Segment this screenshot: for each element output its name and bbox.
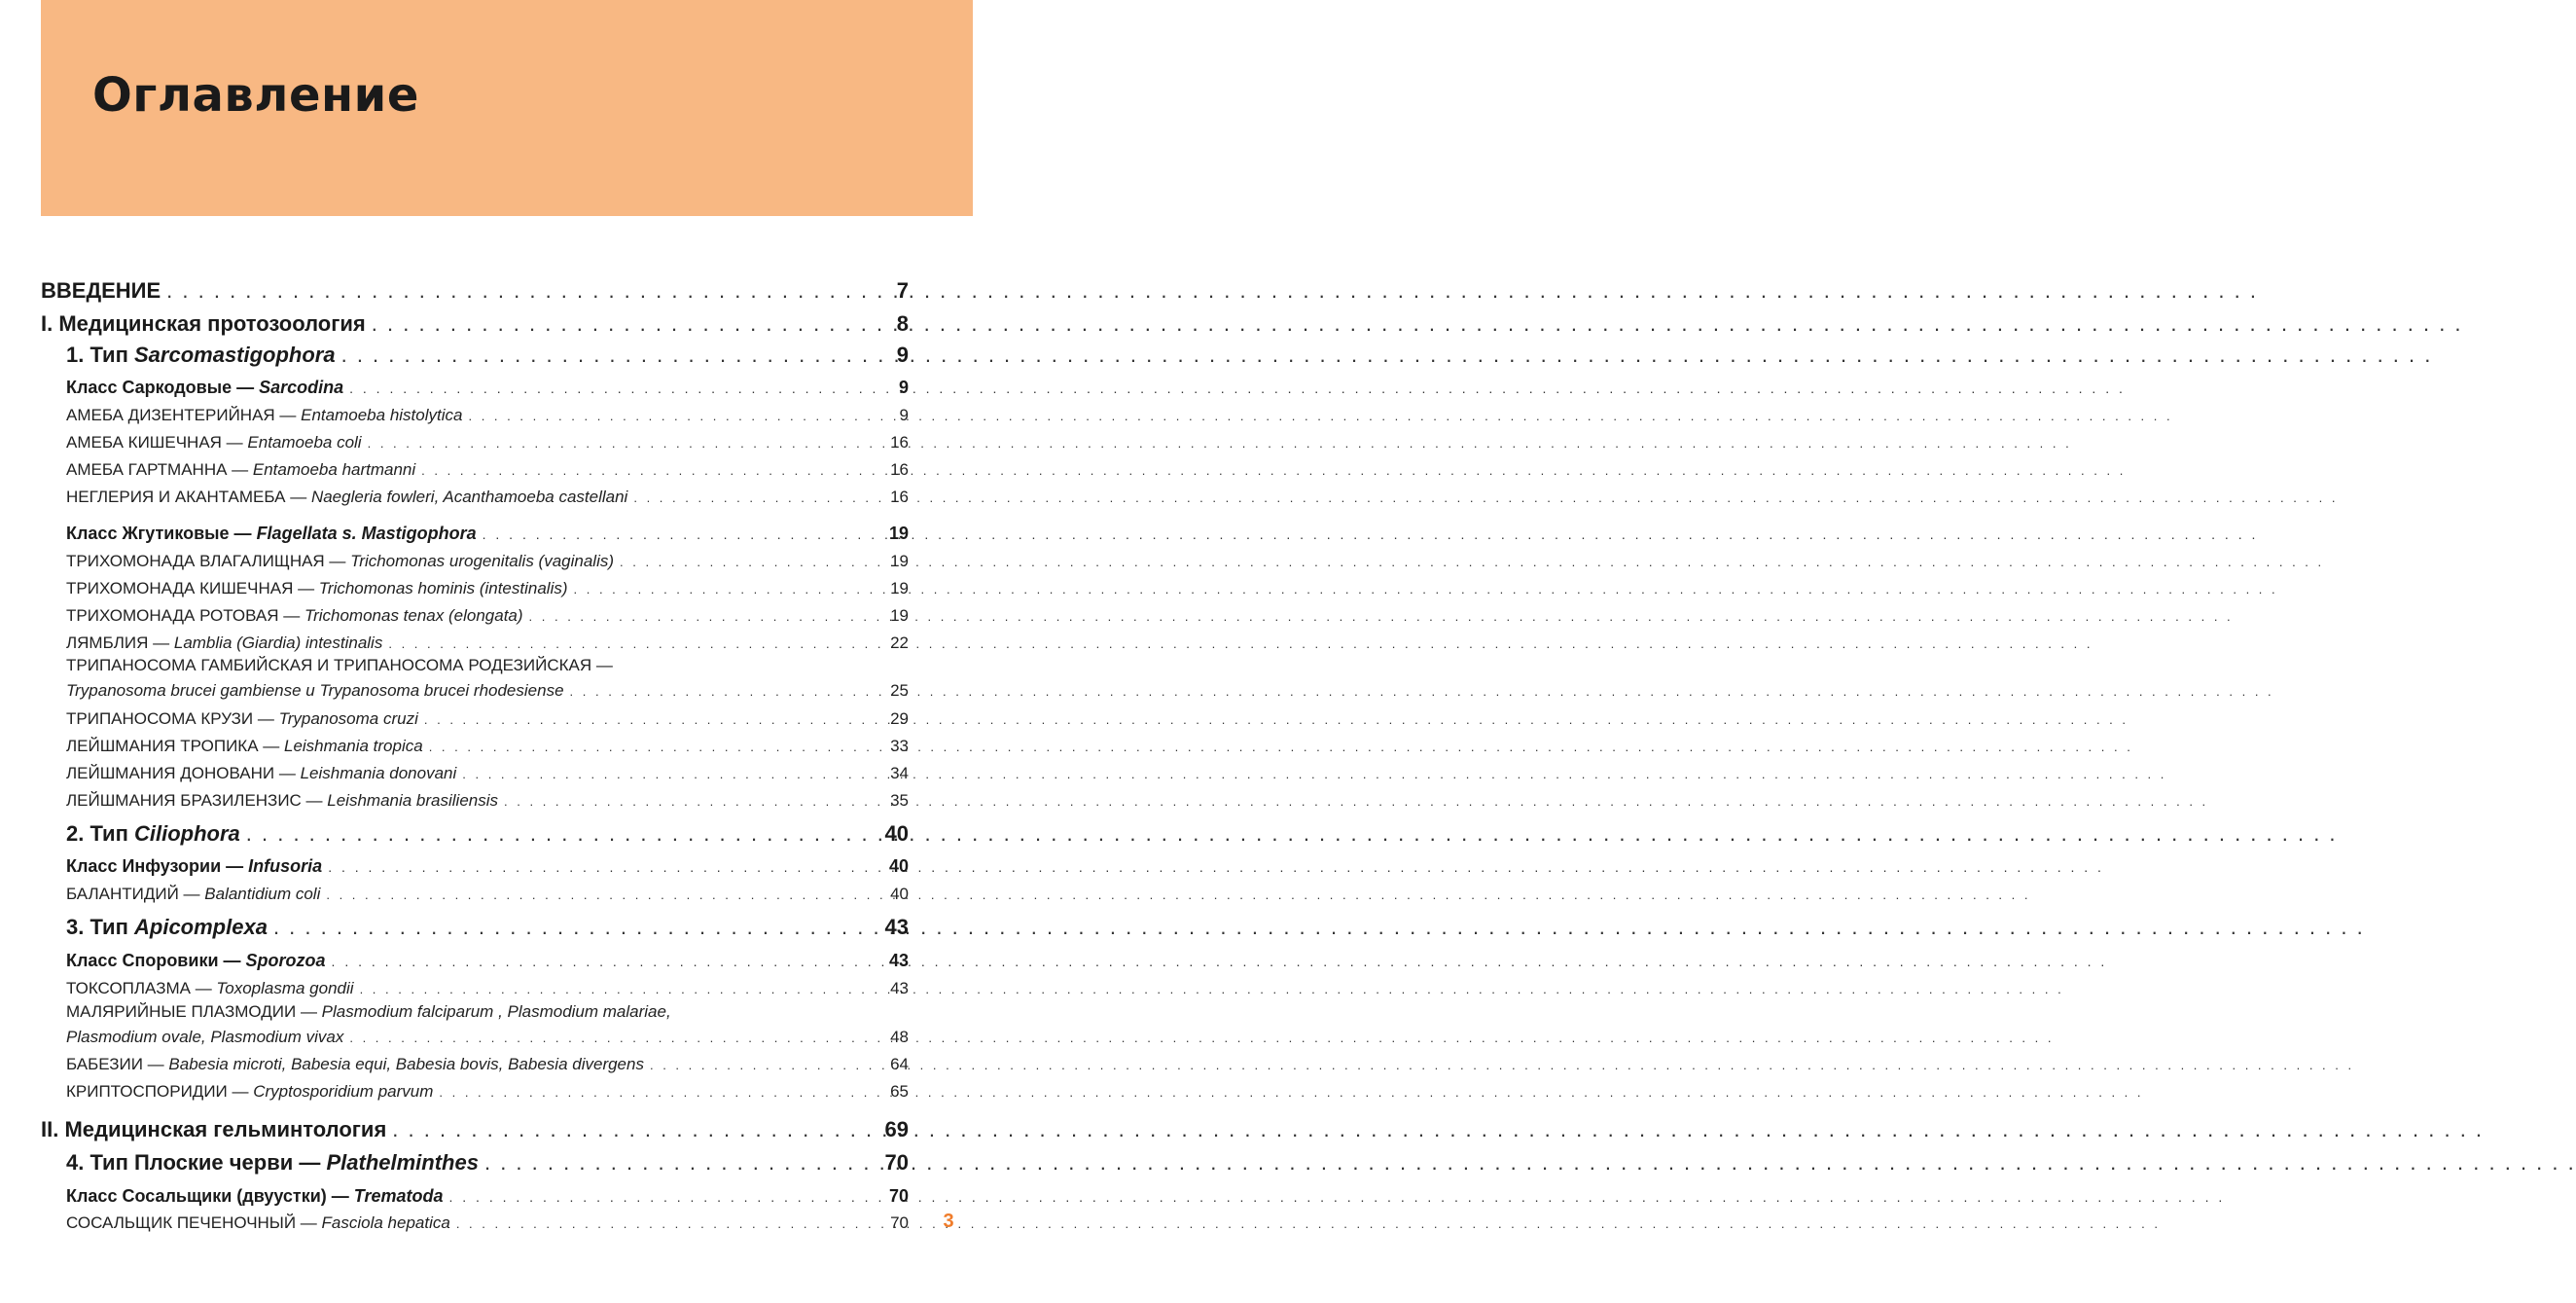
toc-entry-prefix: БАЛАНТИДИЙ — <box>66 885 205 903</box>
toc-entry-latin: Infusoria <box>248 856 323 876</box>
toc-entry-page: 22 <box>890 633 909 652</box>
toc-entry-latin: Trichomonas hominis (intestinalis) <box>318 579 568 597</box>
toc-entry-prefix: ЛЕЙШМАНИЯ ТРОПИКА — <box>66 737 284 755</box>
toc-entry-prefix: 3. Тип <box>66 915 134 939</box>
toc-entry-label <box>66 460 415 480</box>
toc-entry-page: 19 <box>888 524 909 543</box>
toc-entry-latin: Balantidium coli <box>204 885 321 903</box>
toc-entry-label <box>66 1082 433 1102</box>
toc-entry-prefix: СОСАЛЬЩИК ПЕЧЕНОЧНЫЙ — <box>66 1213 322 1232</box>
leader-dots <box>349 380 2126 396</box>
toc-entry-line <box>66 764 871 783</box>
toc-entry-page: 33 <box>890 737 909 755</box>
toc-entry-prefix: НЕГЛЕРИЯ И АКАНТАМЕБА — <box>66 488 311 506</box>
toc-entry-line <box>66 579 871 598</box>
toc-entry-line <box>66 856 871 877</box>
leader-dots <box>273 915 2365 940</box>
toc-entry-page: 40 <box>888 856 909 876</box>
toc-entry-line <box>66 552 871 571</box>
toc-entry-prefix: 4. Тип Плоские черви — <box>66 1150 327 1175</box>
toc-entry-page: 9 <box>898 378 909 397</box>
toc-entry-line <box>66 378 871 398</box>
toc-entry-label <box>66 709 418 729</box>
toc-entry-line <box>66 821 871 847</box>
toc-entry-line <box>66 1213 871 1233</box>
toc-entry-latin: Leishmania brasiliensis <box>327 791 499 810</box>
toc-entry-label <box>66 885 320 904</box>
toc-entry-prefix: ЛЕЙШМАНИЯ БРАЗИЛЕНЗИС — <box>66 791 328 810</box>
toc-entry-page: 43 <box>884 915 909 939</box>
toc-entry-latin: Sporozoa <box>245 951 326 970</box>
toc-entry-page: 7 <box>896 278 909 303</box>
toc-entry-label <box>66 1150 479 1176</box>
toc-entry-label <box>66 737 423 756</box>
toc-entry-line <box>66 460 871 480</box>
toc-entry-prefix: ТРИПАНОСОМА КРУЗИ — <box>66 709 279 728</box>
leader-dots <box>341 343 2433 368</box>
toc-entry-first-line <box>66 1002 671 1022</box>
toc-entry-page: 16 <box>890 460 909 479</box>
toc-entry-label <box>66 1213 450 1233</box>
toc-entry-label <box>41 311 366 337</box>
leader-dots <box>388 636 2093 651</box>
leader-dots <box>372 311 2463 337</box>
toc-entry-prefix: Класс Сосальщики (двуустки) — <box>66 1186 354 1206</box>
toc-entry-line <box>66 343 871 368</box>
toc-entry-latin: Plathelminthes <box>326 1150 479 1175</box>
toc-entry-label <box>66 579 568 598</box>
toc-entry-line <box>66 709 871 729</box>
toc-entry-latin: Sarcodina <box>259 378 344 397</box>
toc-entry-label <box>66 524 477 544</box>
toc-entry-prefix: БАБЕЗИИ — <box>66 1055 169 1073</box>
toc-entry-line <box>66 915 871 940</box>
toc-entry-line <box>66 979 871 998</box>
toc-entry-line <box>66 885 871 904</box>
leader-dots <box>484 1150 2576 1176</box>
toc-entry-page: 25 <box>890 681 909 700</box>
toc-entry-label <box>66 1055 644 1074</box>
toc-entry-prefix: Класс Инфузории — <box>66 856 249 876</box>
toc-entry-page: 9 <box>899 406 909 424</box>
leader-dots <box>483 526 2259 542</box>
toc-entry-label <box>66 979 354 998</box>
toc-entry-page: 40 <box>884 821 909 846</box>
toc-entry-label <box>66 433 362 452</box>
toc-entry-line <box>66 737 871 756</box>
toc-entry-line <box>66 433 871 452</box>
toc-entry-text: II. Медицинская гельминтология <box>41 1117 387 1141</box>
leader-dots <box>429 740 2133 754</box>
toc-entry-page: 65 <box>890 1082 909 1101</box>
toc-entry-label <box>66 951 326 971</box>
toc-entry-page: 70 <box>884 1150 909 1175</box>
leader-dots <box>332 954 2108 969</box>
leader-dots <box>439 1085 2143 1100</box>
toc-entry-page: 69 <box>884 1117 909 1141</box>
toc-entry-line <box>66 606 871 626</box>
toc-entry-prefix: ТРИХОМОНАДА ВЛАГАЛИЩНАЯ — <box>66 552 351 570</box>
toc-entry-page: 35 <box>890 791 909 810</box>
toc-entry-prefix: ТРИХОМОНАДА РОТОВАЯ — <box>66 606 304 625</box>
toc-entry-prefix: МАЛЯРИЙНЫЕ ПЛАЗМОДИИ — <box>66 1002 322 1021</box>
leader-dots <box>328 859 2104 875</box>
toc-entry-line <box>66 406 871 425</box>
toc-entry-prefix: Класс Саркодовые — <box>66 378 260 397</box>
toc-entry-label <box>66 488 627 507</box>
toc-entry-latin: Plasmodium falciparum , Plasmodium malariae, <box>321 1002 671 1021</box>
toc-entry-prefix: КРИПТОСПОРИДИИ — <box>66 1082 254 1101</box>
toc-entry-label <box>66 1186 444 1207</box>
toc-entry-prefix: АМЕБА ГАРТМАННА — <box>66 460 253 479</box>
toc-entry-label <box>66 552 614 571</box>
leader-dots <box>529 609 2234 624</box>
toc-entry-latin: Ciliophora <box>134 821 240 846</box>
toc-entry-line <box>66 791 871 811</box>
leader-dots <box>246 821 2338 847</box>
toc-entry-page: 40 <box>890 885 909 903</box>
toc-entry-label <box>66 915 268 940</box>
toc-entry-prefix: АМЕБА ДИЗЕНТЕРИЙНАЯ — <box>66 406 302 424</box>
toc-entry-line <box>66 951 871 971</box>
toc-entry-line <box>66 1150 871 1176</box>
toc-entry-latin: Lamblia (Giardia) intestinalis <box>173 633 383 652</box>
toc-entry-label <box>66 681 564 701</box>
toc-entry-text: ВВЕДЕНИЕ <box>41 278 161 303</box>
toc-entry-line <box>66 1082 871 1102</box>
leader-dots <box>349 1031 2054 1045</box>
toc-entry-prefix: АМЕБА КИШЕЧНАЯ — <box>66 433 248 452</box>
leader-dots <box>456 1216 2161 1231</box>
toc-entry-page: 8 <box>896 311 909 336</box>
toc-entry-latin: Babesia microti, Babesia equi, Babesia bovis, Babesia divergens <box>168 1055 644 1073</box>
toc-entry-latin: Trypanosoma brucei gambiense и Trypanosoma brucei rhodesiense <box>66 681 564 700</box>
table-of-contents <box>0 0 973 1303</box>
toc-entry-page: 16 <box>890 433 909 452</box>
toc-entry-latin: Sarcomastigophora <box>134 343 336 367</box>
toc-entry-page: 16 <box>890 488 909 506</box>
toc-entry-page: 43 <box>888 951 909 970</box>
toc-entry-prefix: ЛЯМБЛИЯ — <box>66 633 174 652</box>
leader-dots <box>424 712 2129 727</box>
leader-dots <box>392 1117 2484 1142</box>
toc-entry-label <box>66 764 456 783</box>
leader-dots <box>166 278 2258 304</box>
toc-entry-page: 70 <box>890 1213 909 1232</box>
leader-dots <box>504 794 2208 809</box>
toc-entry-page: 19 <box>890 606 909 625</box>
toc-entry-label <box>66 633 382 653</box>
toc-entry-first-line <box>66 656 613 675</box>
toc-entry-latin: Leishmania donovani <box>300 764 457 782</box>
toc-entry-line <box>41 311 871 337</box>
toc-entry-prefix: 1. Тип <box>66 343 134 367</box>
toc-entry-latin: Toxoplasma gondii <box>216 979 354 997</box>
toc-entry-prefix: Класс Жгутиковые — <box>66 524 257 543</box>
toc-entry-page: 19 <box>890 579 909 597</box>
toc-entry-label <box>41 1117 386 1142</box>
toc-entry-label <box>66 821 240 847</box>
leader-dots <box>570 684 2274 699</box>
toc-entry-latin: Trichomonas urogenitalis (vaginalis) <box>350 552 615 570</box>
toc-entry-page: 70 <box>888 1186 909 1206</box>
toc-entry-text: I. Медицинская протозоология <box>41 311 366 336</box>
toc-entry-latin: Flagellata s. Mastigophora <box>256 524 477 543</box>
toc-entry-latin: Trematoda <box>353 1186 444 1206</box>
toc-entry-prefix: ТРИХОМОНАДА КИШЕЧНАЯ — <box>66 579 319 597</box>
toc-entry-line <box>41 1117 871 1142</box>
leader-dots <box>449 1189 2226 1205</box>
toc-entry-line <box>66 681 871 701</box>
page-title: Оглавление <box>92 68 419 123</box>
toc-entry-label <box>41 278 161 304</box>
toc-entry-label <box>66 406 462 425</box>
toc-entry-latin: Entamoeba hartmanni <box>252 460 416 479</box>
toc-entry-latin: Entamoeba coli <box>247 433 362 452</box>
toc-entry-page: 19 <box>890 552 909 570</box>
toc-entry-latin: Plasmodium ovale, Plasmodium vivax <box>66 1028 344 1046</box>
toc-entry-page: 43 <box>890 979 909 997</box>
toc-entry-line <box>41 278 871 304</box>
toc-entry-label <box>66 1028 343 1047</box>
toc-entry-latin: Entamoeba histolytica <box>301 406 463 424</box>
toc-entry-line <box>66 1055 871 1074</box>
toc-entry-label <box>66 791 498 811</box>
toc-entry-latin: Naegleria fowleri, Acanthamoeba castellani <box>310 488 628 506</box>
leader-dots <box>360 982 2064 996</box>
toc-entry-line <box>66 1028 871 1047</box>
toc-entry-latin: Cryptosporidium parvum <box>253 1082 434 1101</box>
toc-entry-latin: Fasciola hepatica <box>321 1213 450 1232</box>
toc-entry-label <box>66 378 343 398</box>
leader-dots <box>468 409 2172 423</box>
leader-dots <box>368 436 2072 451</box>
toc-entry-line <box>66 488 871 507</box>
toc-entry-prefix: ТРИПАНОСОМА ГАМБИЙСКАЯ И ТРИПАНОСОМА РОДЕЗИЙСКАЯ — <box>66 656 613 674</box>
toc-entry-label <box>66 343 336 368</box>
toc-entry-line <box>66 1186 871 1207</box>
toc-entry-prefix: Класс Споровики — <box>66 951 246 970</box>
page-number: 3 <box>943 1211 954 1232</box>
leader-dots <box>326 887 2030 902</box>
toc-entry-label <box>66 606 523 626</box>
toc-entry-latin: Trypanosoma cruzi <box>278 709 418 728</box>
toc-entry-prefix: ТОКСОПЛАЗМА — <box>66 979 217 997</box>
leader-dots <box>574 582 2278 597</box>
toc-entry-page: 64 <box>890 1055 909 1073</box>
toc-entry-latin: Leishmania tropica <box>284 737 423 755</box>
toc-entry-label <box>66 856 322 877</box>
toc-entry-latin: Trichomonas tenax (elongata) <box>304 606 523 625</box>
toc-entry-page: 9 <box>896 343 909 367</box>
toc-entry-page: 34 <box>890 764 909 782</box>
toc-entry-page: 29 <box>890 709 909 728</box>
toc-entry-latin: Apicomplexa <box>134 915 268 939</box>
toc-entry-line <box>66 524 871 544</box>
leader-dots <box>421 463 2126 478</box>
toc-entry-page: 48 <box>890 1028 909 1046</box>
leader-dots <box>462 767 2166 781</box>
toc-entry-line <box>66 633 871 653</box>
toc-entry-prefix: ЛЕЙШМАНИЯ ДОНОВАНИ — <box>66 764 301 782</box>
toc-entry-prefix: 2. Тип <box>66 821 134 846</box>
